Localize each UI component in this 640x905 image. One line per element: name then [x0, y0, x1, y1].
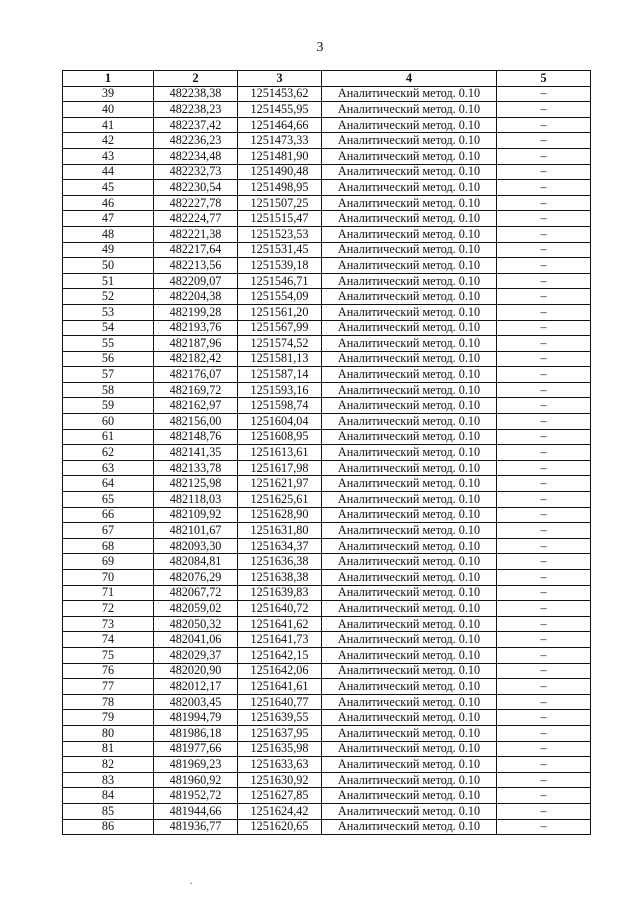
point-number-cell: 73 — [63, 616, 154, 632]
dash-cell: – — [497, 460, 591, 476]
dash-cell: – — [497, 211, 591, 227]
y-coordinate-cell: 1251464,66 — [238, 117, 322, 133]
y-coordinate-cell: 1251642,06 — [238, 663, 322, 679]
dash-cell: – — [497, 647, 591, 663]
table-row — [63, 632, 591, 648]
x-coordinate-cell: 482076,29 — [154, 570, 238, 586]
table-row — [63, 117, 591, 133]
y-coordinate-cell: 1251639,83 — [238, 585, 322, 601]
dash-cell: – — [497, 289, 591, 305]
column-header-2: 2 — [154, 71, 238, 87]
dash-cell: – — [497, 320, 591, 336]
table-row — [63, 398, 591, 414]
method-cell: Аналитический метод. 0.10 — [322, 398, 497, 414]
point-number-cell: 66 — [63, 507, 154, 523]
coordinates-table — [62, 70, 591, 835]
method-cell: Аналитический метод. 0.10 — [322, 258, 497, 274]
point-number-cell: 40 — [63, 102, 154, 118]
method-cell: Аналитический метод. 0.10 — [322, 351, 497, 367]
point-number-cell: 81 — [63, 741, 154, 757]
point-number-cell: 63 — [63, 460, 154, 476]
x-coordinate-cell: 482224,77 — [154, 211, 238, 227]
y-coordinate-cell: 1251481,90 — [238, 148, 322, 164]
method-cell: Аналитический метод. 0.10 — [322, 492, 497, 508]
y-coordinate-cell: 1251620,65 — [238, 819, 322, 835]
column-header-1: 1 — [63, 71, 154, 87]
y-coordinate-cell: 1251498,95 — [238, 180, 322, 196]
method-cell: Аналитический метод. 0.10 — [322, 632, 497, 648]
point-number-cell: 42 — [63, 133, 154, 149]
x-coordinate-cell: 481944,66 — [154, 803, 238, 819]
x-coordinate-cell: 482232,73 — [154, 164, 238, 180]
dash-cell: – — [497, 632, 591, 648]
x-coordinate-cell: 482141,35 — [154, 445, 238, 461]
x-coordinate-cell: 482162,97 — [154, 398, 238, 414]
point-number-cell: 53 — [63, 304, 154, 320]
method-cell: Аналитический метод. 0.10 — [322, 429, 497, 445]
table-row — [63, 554, 591, 570]
y-coordinate-cell: 1251641,62 — [238, 616, 322, 632]
table-row — [63, 414, 591, 430]
column-header-4: 4 — [322, 71, 497, 87]
x-coordinate-cell: 482221,38 — [154, 226, 238, 242]
dash-cell: – — [497, 476, 591, 492]
method-cell: Аналитический метод. 0.10 — [322, 289, 497, 305]
method-cell: Аналитический метод. 0.10 — [322, 164, 497, 180]
dash-cell: – — [497, 694, 591, 710]
point-number-cell: 75 — [63, 647, 154, 663]
x-coordinate-cell: 482182,42 — [154, 351, 238, 367]
table-row — [63, 710, 591, 726]
x-coordinate-cell: 481994,79 — [154, 710, 238, 726]
method-cell: Аналитический метод. 0.10 — [322, 819, 497, 835]
dash-cell: – — [497, 725, 591, 741]
table-row — [63, 476, 591, 492]
point-number-cell: 60 — [63, 414, 154, 430]
point-number-cell: 85 — [63, 803, 154, 819]
point-number-cell: 82 — [63, 757, 154, 773]
y-coordinate-cell: 1251640,77 — [238, 694, 322, 710]
table-row — [63, 336, 591, 352]
y-coordinate-cell: 1251604,04 — [238, 414, 322, 430]
y-coordinate-cell: 1251636,38 — [238, 554, 322, 570]
table-row — [63, 679, 591, 695]
table-row — [63, 133, 591, 149]
point-number-cell: 74 — [63, 632, 154, 648]
y-coordinate-cell: 1251617,98 — [238, 460, 322, 476]
point-number-cell: 77 — [63, 679, 154, 695]
x-coordinate-cell: 482067,72 — [154, 585, 238, 601]
x-coordinate-cell: 482029,37 — [154, 647, 238, 663]
x-coordinate-cell: 482204,38 — [154, 289, 238, 305]
dash-cell: – — [497, 772, 591, 788]
dash-cell: – — [497, 819, 591, 835]
dash-cell: – — [497, 180, 591, 196]
method-cell: Аналитический метод. 0.10 — [322, 382, 497, 398]
method-cell: Аналитический метод. 0.10 — [322, 507, 497, 523]
method-cell: Аналитический метод. 0.10 — [322, 367, 497, 383]
method-cell: Аналитический метод. 0.10 — [322, 757, 497, 773]
method-cell: Аналитический метод. 0.10 — [322, 803, 497, 819]
table-row — [63, 460, 591, 476]
y-coordinate-cell: 1251631,80 — [238, 523, 322, 539]
x-coordinate-cell: 482093,30 — [154, 538, 238, 554]
scan-mark: . — [190, 876, 193, 887]
point-number-cell: 45 — [63, 180, 154, 196]
y-coordinate-cell: 1251574,52 — [238, 336, 322, 352]
point-number-cell: 67 — [63, 523, 154, 539]
method-cell: Аналитический метод. 0.10 — [322, 694, 497, 710]
y-coordinate-cell: 1251473,33 — [238, 133, 322, 149]
point-number-cell: 41 — [63, 117, 154, 133]
table-row — [63, 725, 591, 741]
table-row — [63, 226, 591, 242]
table-row — [63, 382, 591, 398]
point-number-cell: 58 — [63, 382, 154, 398]
dash-cell: – — [497, 757, 591, 773]
x-coordinate-cell: 482176,07 — [154, 367, 238, 383]
table-row — [63, 351, 591, 367]
point-number-cell: 70 — [63, 570, 154, 586]
dash-cell: – — [497, 242, 591, 258]
table-row — [63, 273, 591, 289]
table-row — [63, 289, 591, 305]
dash-cell: – — [497, 507, 591, 523]
point-number-cell: 76 — [63, 663, 154, 679]
x-coordinate-cell: 482238,23 — [154, 102, 238, 118]
x-coordinate-cell: 482193,76 — [154, 320, 238, 336]
method-cell: Аналитический метод. 0.10 — [322, 570, 497, 586]
dash-cell: – — [497, 367, 591, 383]
y-coordinate-cell: 1251635,98 — [238, 741, 322, 757]
table-row — [63, 367, 591, 383]
table-row — [63, 86, 591, 102]
x-coordinate-cell: 482238,38 — [154, 86, 238, 102]
y-coordinate-cell: 1251641,61 — [238, 679, 322, 695]
x-coordinate-cell: 482125,98 — [154, 476, 238, 492]
y-coordinate-cell: 1251638,38 — [238, 570, 322, 586]
x-coordinate-cell: 481969,23 — [154, 757, 238, 773]
x-coordinate-cell: 482213,56 — [154, 258, 238, 274]
table-row — [63, 741, 591, 757]
y-coordinate-cell: 1251531,45 — [238, 242, 322, 258]
y-coordinate-cell: 1251641,73 — [238, 632, 322, 648]
dash-cell: – — [497, 429, 591, 445]
dash-cell: – — [497, 601, 591, 617]
x-coordinate-cell: 482199,28 — [154, 304, 238, 320]
x-coordinate-cell: 482050,32 — [154, 616, 238, 632]
x-coordinate-cell: 482003,45 — [154, 694, 238, 710]
y-coordinate-cell: 1251593,16 — [238, 382, 322, 398]
dash-cell: – — [497, 585, 591, 601]
dash-cell: – — [497, 398, 591, 414]
x-coordinate-cell: 482084,81 — [154, 554, 238, 570]
x-coordinate-cell: 482217,64 — [154, 242, 238, 258]
point-number-cell: 54 — [63, 320, 154, 336]
method-cell: Аналитический метод. 0.10 — [322, 725, 497, 741]
dash-cell: – — [497, 102, 591, 118]
table-row — [63, 211, 591, 227]
table-row — [63, 803, 591, 819]
x-coordinate-cell: 481977,66 — [154, 741, 238, 757]
method-cell: Аналитический метод. 0.10 — [322, 86, 497, 102]
point-number-cell: 83 — [63, 772, 154, 788]
dash-cell: – — [497, 538, 591, 554]
x-coordinate-cell: 481960,92 — [154, 772, 238, 788]
table-row — [63, 507, 591, 523]
method-cell: Аналитический метод. 0.10 — [322, 772, 497, 788]
table-row — [63, 788, 591, 804]
table-row — [63, 492, 591, 508]
x-coordinate-cell: 482041,06 — [154, 632, 238, 648]
dash-cell: – — [497, 86, 591, 102]
table-row — [63, 601, 591, 617]
x-coordinate-cell: 482020,90 — [154, 663, 238, 679]
method-cell: Аналитический метод. 0.10 — [322, 476, 497, 492]
method-cell: Аналитический метод. 0.10 — [322, 585, 497, 601]
point-number-cell: 84 — [63, 788, 154, 804]
method-cell: Аналитический метод. 0.10 — [322, 616, 497, 632]
point-number-cell: 55 — [63, 336, 154, 352]
dash-cell: – — [497, 679, 591, 695]
y-coordinate-cell: 1251624,42 — [238, 803, 322, 819]
y-coordinate-cell: 1251587,14 — [238, 367, 322, 383]
table-row — [63, 570, 591, 586]
y-coordinate-cell: 1251453,62 — [238, 86, 322, 102]
dash-cell: – — [497, 570, 591, 586]
y-coordinate-cell: 1251625,61 — [238, 492, 322, 508]
point-number-cell: 43 — [63, 148, 154, 164]
dash-cell: – — [497, 741, 591, 757]
dash-cell: – — [497, 663, 591, 679]
method-cell: Аналитический метод. 0.10 — [322, 242, 497, 258]
y-coordinate-cell: 1251642,15 — [238, 647, 322, 663]
y-coordinate-cell: 1251490,48 — [238, 164, 322, 180]
x-coordinate-cell: 482187,96 — [154, 336, 238, 352]
x-coordinate-cell: 482230,54 — [154, 180, 238, 196]
y-coordinate-cell: 1251507,25 — [238, 195, 322, 211]
dash-cell: – — [497, 523, 591, 539]
point-number-cell: 57 — [63, 367, 154, 383]
point-number-cell: 80 — [63, 725, 154, 741]
method-cell: Аналитический метод. 0.10 — [322, 538, 497, 554]
dash-cell: – — [497, 788, 591, 804]
y-coordinate-cell: 1251561,20 — [238, 304, 322, 320]
table-row — [63, 585, 591, 601]
y-coordinate-cell: 1251630,92 — [238, 772, 322, 788]
y-coordinate-cell: 1251613,61 — [238, 445, 322, 461]
method-cell: Аналитический метод. 0.10 — [322, 523, 497, 539]
table-row — [63, 180, 591, 196]
point-number-cell: 62 — [63, 445, 154, 461]
y-coordinate-cell: 1251608,95 — [238, 429, 322, 445]
table-row — [63, 663, 591, 679]
y-coordinate-cell: 1251554,09 — [238, 289, 322, 305]
method-cell: Аналитический метод. 0.10 — [322, 148, 497, 164]
dash-cell: – — [497, 148, 591, 164]
dash-cell: – — [497, 133, 591, 149]
point-number-cell: 68 — [63, 538, 154, 554]
table-row — [63, 242, 591, 258]
method-cell: Аналитический метод. 0.10 — [322, 414, 497, 430]
dash-cell: – — [497, 445, 591, 461]
point-number-cell: 64 — [63, 476, 154, 492]
point-number-cell: 44 — [63, 164, 154, 180]
method-cell: Аналитический метод. 0.10 — [322, 647, 497, 663]
dash-cell: – — [497, 258, 591, 274]
x-coordinate-cell: 482133,78 — [154, 460, 238, 476]
point-number-cell: 48 — [63, 226, 154, 242]
x-coordinate-cell: 482237,42 — [154, 117, 238, 133]
point-number-cell: 86 — [63, 819, 154, 835]
y-coordinate-cell: 1251546,71 — [238, 273, 322, 289]
dash-cell: – — [497, 195, 591, 211]
table-row — [63, 445, 591, 461]
method-cell: Аналитический метод. 0.10 — [322, 788, 497, 804]
x-coordinate-cell: 482059,02 — [154, 601, 238, 617]
table-row — [63, 429, 591, 445]
method-cell: Аналитический метод. 0.10 — [322, 663, 497, 679]
dash-cell: – — [497, 382, 591, 398]
dash-cell: – — [497, 492, 591, 508]
dash-cell: – — [497, 414, 591, 430]
method-cell: Аналитический метод. 0.10 — [322, 211, 497, 227]
x-coordinate-cell: 482118,03 — [154, 492, 238, 508]
method-cell: Аналитический метод. 0.10 — [322, 460, 497, 476]
method-cell: Аналитический метод. 0.10 — [322, 741, 497, 757]
x-coordinate-cell: 482234,48 — [154, 148, 238, 164]
table-header-row — [63, 71, 591, 87]
dash-cell: – — [497, 710, 591, 726]
point-number-cell: 69 — [63, 554, 154, 570]
table-row — [63, 538, 591, 554]
dash-cell: – — [497, 273, 591, 289]
y-coordinate-cell: 1251539,18 — [238, 258, 322, 274]
point-number-cell: 71 — [63, 585, 154, 601]
point-number-cell: 79 — [63, 710, 154, 726]
table-row — [63, 772, 591, 788]
table-row — [63, 320, 591, 336]
point-number-cell: 51 — [63, 273, 154, 289]
method-cell: Аналитический метод. 0.10 — [322, 133, 497, 149]
x-coordinate-cell: 482156,00 — [154, 414, 238, 430]
x-coordinate-cell: 482209,07 — [154, 273, 238, 289]
y-coordinate-cell: 1251598,74 — [238, 398, 322, 414]
table-row — [63, 757, 591, 773]
table-row — [63, 164, 591, 180]
table-body — [63, 86, 591, 835]
dash-cell: – — [497, 164, 591, 180]
method-cell: Аналитический метод. 0.10 — [322, 180, 497, 196]
dash-cell: – — [497, 336, 591, 352]
x-coordinate-cell: 482236,23 — [154, 133, 238, 149]
dash-cell: – — [497, 304, 591, 320]
point-number-cell: 47 — [63, 211, 154, 227]
table-row — [63, 647, 591, 663]
point-number-cell: 65 — [63, 492, 154, 508]
x-coordinate-cell: 482169,72 — [154, 382, 238, 398]
method-cell: Аналитический метод. 0.10 — [322, 273, 497, 289]
x-coordinate-cell: 482109,92 — [154, 507, 238, 523]
point-number-cell: 50 — [63, 258, 154, 274]
page-number: 3 — [316, 40, 324, 55]
y-coordinate-cell: 1251628,90 — [238, 507, 322, 523]
y-coordinate-cell: 1251634,37 — [238, 538, 322, 554]
column-header-5: 5 — [497, 71, 591, 87]
y-coordinate-cell: 1251633,63 — [238, 757, 322, 773]
y-coordinate-cell: 1251621,97 — [238, 476, 322, 492]
x-coordinate-cell: 481986,18 — [154, 725, 238, 741]
method-cell: Аналитический метод. 0.10 — [322, 102, 497, 118]
column-header-3: 3 — [238, 71, 322, 87]
dash-cell: – — [497, 554, 591, 570]
table-row — [63, 258, 591, 274]
dash-cell: – — [497, 226, 591, 242]
method-cell: Аналитический метод. 0.10 — [322, 679, 497, 695]
y-coordinate-cell: 1251455,95 — [238, 102, 322, 118]
table-row — [63, 304, 591, 320]
point-number-cell: 49 — [63, 242, 154, 258]
table-row — [63, 148, 591, 164]
table-row — [63, 195, 591, 211]
method-cell: Аналитический метод. 0.10 — [322, 336, 497, 352]
method-cell: Аналитический метод. 0.10 — [322, 304, 497, 320]
x-coordinate-cell: 482227,78 — [154, 195, 238, 211]
x-coordinate-cell: 482101,67 — [154, 523, 238, 539]
point-number-cell: 78 — [63, 694, 154, 710]
point-number-cell: 52 — [63, 289, 154, 305]
x-coordinate-cell: 482148,76 — [154, 429, 238, 445]
x-coordinate-cell: 481952,72 — [154, 788, 238, 804]
method-cell: Аналитический метод. 0.10 — [322, 601, 497, 617]
y-coordinate-cell: 1251581,13 — [238, 351, 322, 367]
method-cell: Аналитический метод. 0.10 — [322, 710, 497, 726]
y-coordinate-cell: 1251523,53 — [238, 226, 322, 242]
x-coordinate-cell: 482012,17 — [154, 679, 238, 695]
dash-cell: – — [497, 351, 591, 367]
y-coordinate-cell: 1251640,72 — [238, 601, 322, 617]
x-coordinate-cell: 481936,77 — [154, 819, 238, 835]
dash-cell: – — [497, 117, 591, 133]
y-coordinate-cell: 1251515,47 — [238, 211, 322, 227]
y-coordinate-cell: 1251627,85 — [238, 788, 322, 804]
point-number-cell: 61 — [63, 429, 154, 445]
table-row — [63, 523, 591, 539]
y-coordinate-cell: 1251639,55 — [238, 710, 322, 726]
dash-cell: – — [497, 803, 591, 819]
point-number-cell: 39 — [63, 86, 154, 102]
method-cell: Аналитический метод. 0.10 — [322, 554, 497, 570]
point-number-cell: 72 — [63, 601, 154, 617]
point-number-cell: 46 — [63, 195, 154, 211]
method-cell: Аналитический метод. 0.10 — [322, 117, 497, 133]
method-cell: Аналитический метод. 0.10 — [322, 445, 497, 461]
y-coordinate-cell: 1251567,99 — [238, 320, 322, 336]
point-number-cell: 59 — [63, 398, 154, 414]
table-row — [63, 616, 591, 632]
dash-cell: – — [497, 616, 591, 632]
table-row — [63, 102, 591, 118]
table-row — [63, 694, 591, 710]
method-cell: Аналитический метод. 0.10 — [322, 320, 497, 336]
table-row — [63, 819, 591, 835]
point-number-cell: 56 — [63, 351, 154, 367]
y-coordinate-cell: 1251637,95 — [238, 725, 322, 741]
method-cell: Аналитический метод. 0.10 — [322, 195, 497, 211]
method-cell: Аналитический метод. 0.10 — [322, 226, 497, 242]
